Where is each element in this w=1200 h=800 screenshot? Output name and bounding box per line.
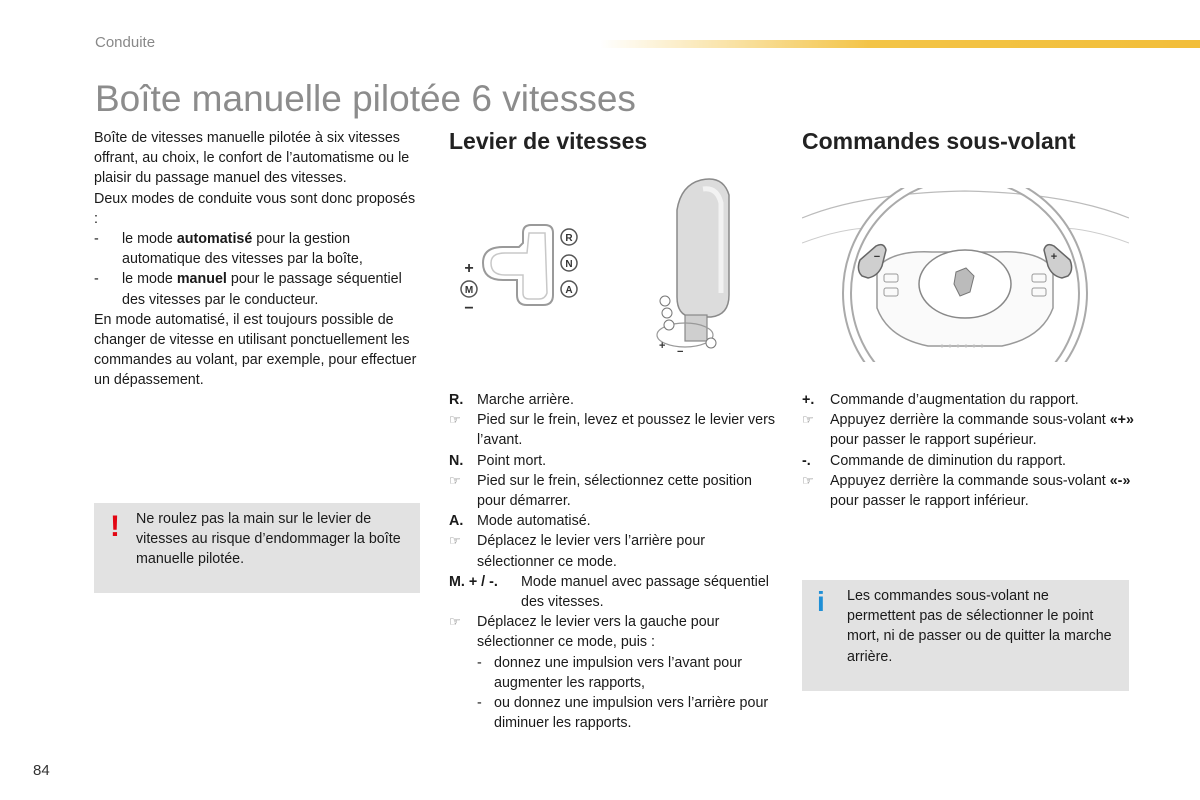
warning-text: Ne roulez pas la main sur le levier de vitesses au risque d’endommager la boîte manuelle pilotée. [136,511,401,568]
page-number: 84 [33,762,50,779]
accent-bar [600,40,1200,48]
minus-label: − [464,300,474,317]
steering-wheel-diagram [802,188,1129,362]
lever-dot [664,320,674,330]
position-a-instruction: ☞ Déplacez le levier vers l’arrière pour sélectionner ce mode. [449,531,784,571]
lever-minus-label: − [677,346,684,358]
position-r-item: R. Marche arrière. [449,392,574,408]
page-title: Boîte manuelle pilotée 6 vitesses [95,78,636,119]
lever-positions-list [449,390,784,733]
list-item-text: le mode automatisé pour la gestion automatique des vitesses par la boîte, [122,231,363,268]
hand-icon: ☞ [449,533,461,549]
plus-paddle-label: + [1050,251,1058,263]
hand-icon: ☞ [449,472,461,488]
gear-lever-diagram [445,175,790,365]
mode-manual-item [94,269,422,309]
position-a-item: A. Mode automatisé. [449,513,591,530]
intro-text [94,128,422,391]
list-item-text: le mode manuel pour le passage séquentiel des vitesses par le conducteur. [122,271,402,308]
plus-paddle-item: +. Commande d’augmentation du rapport. [802,392,1079,408]
intro-paragraph: Boîte de vitesses manuelle pilotée à six vitesses offrant, au choix, le confort de l’automatisme ou le plaisir du passage manuel des vitesses. [94,130,410,187]
modes-intro: Deux modes de conduite vous sont donc proposés : [94,190,416,227]
lever-plus-label: + [659,340,666,352]
warning-icon: ! [110,510,120,543]
position-a-label: A [565,285,573,296]
bullet-dash: - [94,271,99,288]
minus-paddle-item: -. Commande de diminution du rapport. [802,452,1067,469]
position-n-label: N [565,259,573,270]
sub-item-up: - donnez une impulsion vers l’avant pour augmenter les rapports, [477,654,742,691]
paddles-heading: Commandes sous-volant [802,128,1076,154]
hand-icon: ☞ [802,412,814,428]
gate-outline [483,225,553,305]
hand-icon: ☞ [449,412,461,428]
lever-dot [662,308,672,318]
lever-dot [706,338,716,348]
position-n-instruction: ☞ Pied sur le frein, sélectionnez cette position pour démarrer. [449,471,784,511]
lever-shaft [685,315,707,341]
mode-automatic-item [94,229,422,269]
sub-item-down: - ou donnez une impulsion vers l’arrière pour diminuer les rapports. [477,695,769,732]
lever-dot [660,296,670,306]
info-icon: i [817,586,825,617]
position-r-label: R [565,233,573,244]
lever-heading: Levier de vitesses [449,128,648,154]
minus-paddle-instruction: ☞ Appuyez derrière la commande sous-volant «-» pour passer le rapport inférieur. [802,471,1137,511]
info-text: Les commandes sous-volant ne permettent pas de sélectionner le point mort, ni de passer ou de quitter la marche arrière. [847,588,1112,665]
position-n-item: N. Point mort. [449,452,547,469]
hand-icon: ☞ [802,472,814,488]
bullet-dash: - [94,231,99,248]
position-r-instruction: ☞ Pied sur le frein, levez et poussez le levier vers l’avant. [449,410,784,450]
plus-label: + [464,260,474,277]
hand-icon: ☞ [449,614,461,630]
minus-paddle-label: − [873,251,881,263]
position-m-instruction: ☞ Déplacez le levier vers la gauche pour sélectionner ce mode, puis : [449,612,784,652]
section-label: Conduite [95,34,156,51]
position-m-item: M. + / -. Mode manuel avec passage séquentiel des vitesses. [449,573,769,611]
paddles-list [802,390,1137,511]
automatic-override-paragraph: En mode automatisé, il est toujours possible de changer de vitesse en utilisant ponctuellement les commandes au volant, par exemple, pour effectuer un dépassement. [94,311,417,389]
plus-paddle-instruction: ☞ Appuyez derrière la commande sous-volant «+» pour passer le rapport supérieur. [802,410,1137,450]
position-m-label: M [464,285,474,296]
